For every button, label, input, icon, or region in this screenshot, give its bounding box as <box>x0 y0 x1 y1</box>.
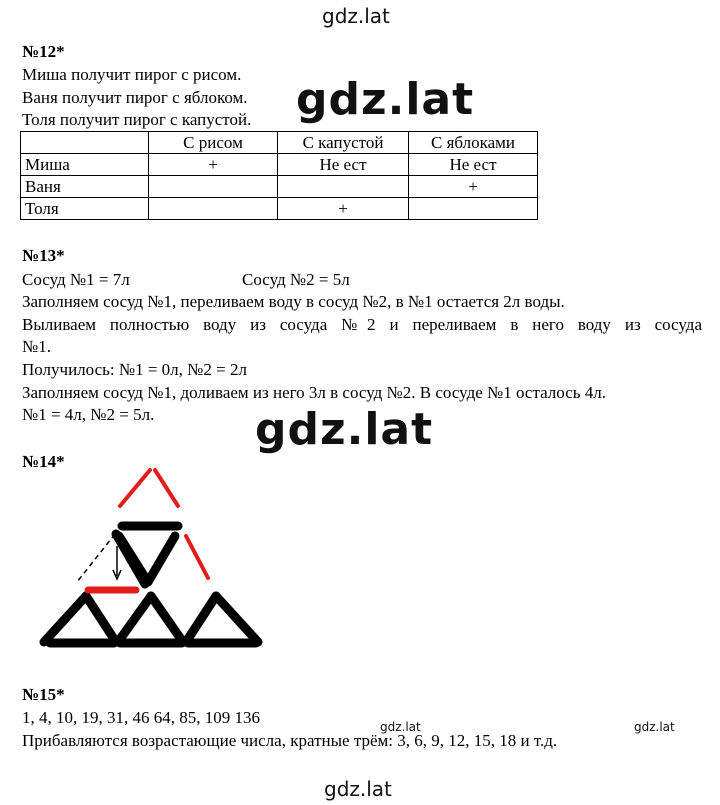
table-cell <box>278 176 409 198</box>
table-cell <box>21 132 149 154</box>
task12-line-1: Миша получит пирог с рисом. <box>22 65 242 84</box>
matchstick <box>186 596 216 642</box>
table-cell: + <box>149 154 278 176</box>
table-row-name: Ваня <box>21 176 149 198</box>
table-row <box>21 154 538 176</box>
watermark-small-1: gdz.lat <box>380 720 421 734</box>
task14-heading: №14* <box>22 452 65 471</box>
matchstick <box>151 596 183 642</box>
task13-line-2 <box>22 315 702 335</box>
moved-matchstick <box>120 470 150 506</box>
table-header-apples: С яблоками <box>409 132 538 154</box>
table-row-name: Миша <box>21 154 149 176</box>
task15-heading: №15* <box>22 685 65 704</box>
table-header-row <box>21 132 538 154</box>
table-row <box>21 176 538 198</box>
task15-rule: Прибавляются возрастающие числа, кратные трём: 3, 6, 9, 12, 15, 18 и т.д. <box>22 731 558 750</box>
moved-matchstick <box>155 470 178 506</box>
table-row-name: Толя <box>21 198 149 220</box>
table-cell: Не ест <box>278 154 409 176</box>
matchstick-triangle-figure <box>20 462 270 652</box>
task13-vessel-1: Сосуд №1 = 7л <box>22 270 130 289</box>
table-header-rice: С рисом <box>149 132 278 154</box>
table-cell <box>409 198 538 220</box>
task13-line-3: №1. <box>22 337 51 356</box>
table-cell: + <box>278 198 409 220</box>
task15-sequence: 1, 4, 10, 19, 31, 46 64, 85, 109 136 <box>22 708 260 727</box>
matchstick <box>118 596 151 642</box>
task13-vessel-2: Сосуд №2 = 5л <box>242 270 350 289</box>
task12-heading: №12* <box>22 42 65 61</box>
matchstick <box>44 596 86 642</box>
task13-line-4: Получилось: №1 = 0л, №2 = 2л <box>22 360 247 379</box>
task13-line-1: Заполняем сосуд №1, переливаем воду в сосуд №2, в №1 остается 2л воды. <box>22 292 565 311</box>
watermark-small-2: gdz.lat <box>634 720 675 734</box>
task13-line-5: Заполняем сосуд №1, доливаем из него 3л в сосуд №2. В сосуде №1 осталось 4л. <box>22 383 606 402</box>
dashed-path <box>77 534 115 582</box>
table-row <box>21 198 538 220</box>
matchstick <box>148 536 175 582</box>
table-cell: + <box>409 176 538 198</box>
table-header-cabbage: С капустой <box>278 132 409 154</box>
table-cell: Не ест <box>409 154 538 176</box>
matchstick <box>216 596 258 642</box>
matchstick <box>86 596 116 642</box>
matchstick <box>116 534 145 584</box>
watermark-large-2: gdz.lat <box>255 404 434 455</box>
matchsticks-black <box>44 526 258 643</box>
moved-matchstick <box>186 536 208 578</box>
task13-line-2-text: Выливаем полностью воду из сосуда №2 и переливаем в него воду из сосуда <box>22 315 702 334</box>
table-cell <box>149 176 278 198</box>
task12-line-2: Ваня получит пирог с яблоком. <box>22 88 248 107</box>
watermark-bottom: gdz.lat <box>324 777 392 801</box>
watermark-large-1: gdz.lat <box>296 74 475 125</box>
task13-heading: №13* <box>22 246 65 265</box>
task12-table <box>20 131 538 220</box>
task12-line-3: Толя получит пирог с капустой. <box>22 110 252 129</box>
task13-line-6: №1 = 4л, №2 = 5л. <box>22 405 155 424</box>
table-cell <box>149 198 278 220</box>
watermark-top: gdz.lat <box>322 4 390 28</box>
